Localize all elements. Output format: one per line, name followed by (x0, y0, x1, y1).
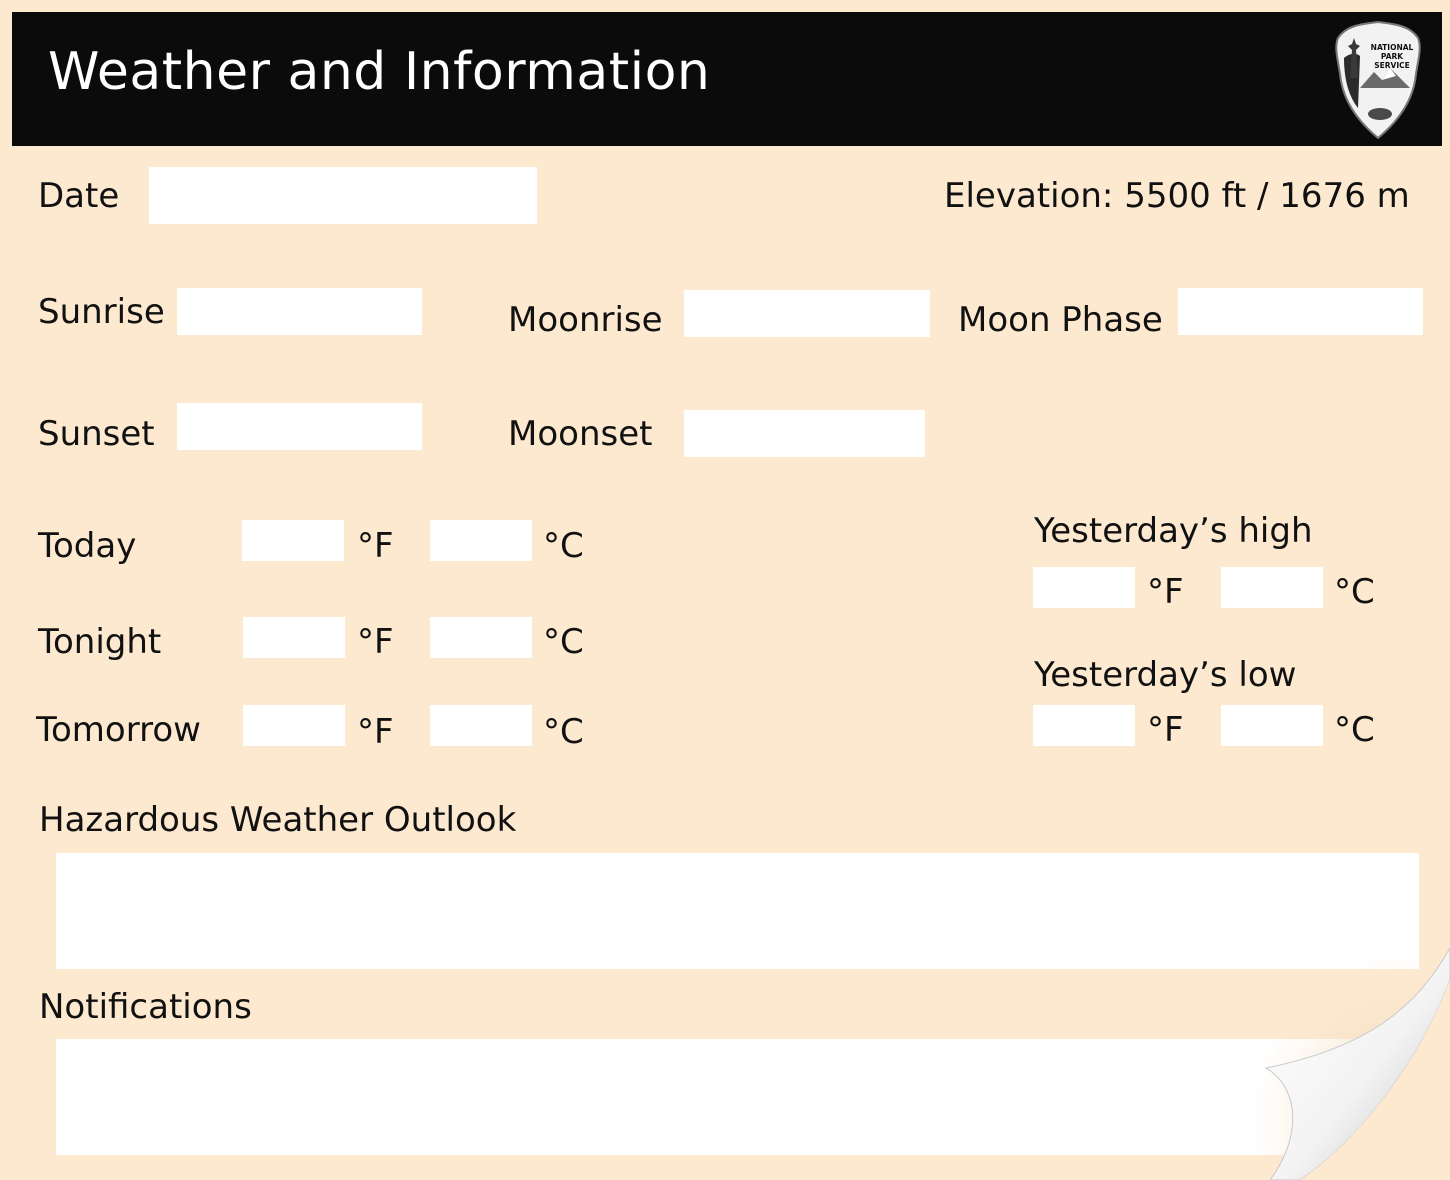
page-curl-icon (1240, 940, 1450, 1180)
yesterday-high-c-field[interactable] (1221, 567, 1323, 608)
yesterday-high-c-unit: °C (1334, 572, 1375, 612)
notifications-field[interactable] (56, 1039, 1419, 1155)
yesterday-high-label: Yesterday’s high (1034, 511, 1313, 551)
moonset-label: Moonset (508, 414, 653, 454)
tomorrow-label: Tomorrow (36, 710, 201, 750)
yesterday-low-label: Yesterday’s low (1034, 655, 1297, 695)
tonight-f-unit: °F (357, 622, 394, 662)
sunrise-field[interactable] (177, 288, 422, 335)
tomorrow-f-unit: °F (357, 712, 394, 752)
date-field[interactable] (149, 167, 537, 224)
today-label: Today (38, 526, 137, 566)
header-bar (12, 12, 1442, 146)
tonight-c-unit: °C (543, 622, 584, 662)
sunrise-label: Sunrise (38, 292, 165, 332)
yesterday-low-c-unit: °C (1334, 710, 1375, 750)
yesterday-low-f-field[interactable] (1033, 705, 1135, 746)
moonrise-label: Moonrise (508, 300, 663, 340)
moonset-field[interactable] (684, 410, 925, 457)
tonight-label: Tonight (38, 622, 162, 662)
sunset-label: Sunset (38, 414, 155, 454)
logo-text-line1: NATIONAL (1370, 43, 1414, 52)
hazardous-weather-field[interactable] (56, 853, 1419, 969)
hazardous-weather-label: Hazardous Weather Outlook (39, 800, 517, 840)
moonrise-field[interactable] (684, 290, 930, 337)
notifications-label: Notifications (39, 987, 252, 1027)
page-title: Weather and Information (48, 42, 711, 102)
moon-phase-label: Moon Phase (958, 300, 1163, 340)
logo-text-line2: PARK (1380, 52, 1404, 61)
tomorrow-f-field[interactable] (243, 705, 345, 746)
tomorrow-c-unit: °C (543, 712, 584, 752)
today-f-field[interactable] (242, 520, 344, 561)
yesterday-low-c-field[interactable] (1221, 705, 1323, 746)
tonight-c-field[interactable] (430, 617, 532, 658)
yesterday-high-f-unit: °F (1147, 572, 1184, 612)
tonight-f-field[interactable] (243, 617, 345, 658)
nps-arrowhead-logo (1330, 18, 1426, 142)
today-c-field[interactable] (430, 520, 532, 561)
yesterday-low-f-unit: °F (1147, 710, 1184, 750)
tomorrow-c-field[interactable] (430, 705, 532, 746)
elevation-text: Elevation: 5500 ft / 1676 m (944, 176, 1410, 216)
today-f-unit: °F (357, 526, 394, 566)
yesterday-high-f-field[interactable] (1033, 567, 1135, 608)
moon-phase-field[interactable] (1178, 288, 1423, 335)
logo-text-line3: SERVICE (1374, 61, 1410, 70)
today-c-unit: °C (543, 526, 584, 566)
date-label: Date (38, 176, 120, 216)
sunset-field[interactable] (177, 403, 422, 450)
